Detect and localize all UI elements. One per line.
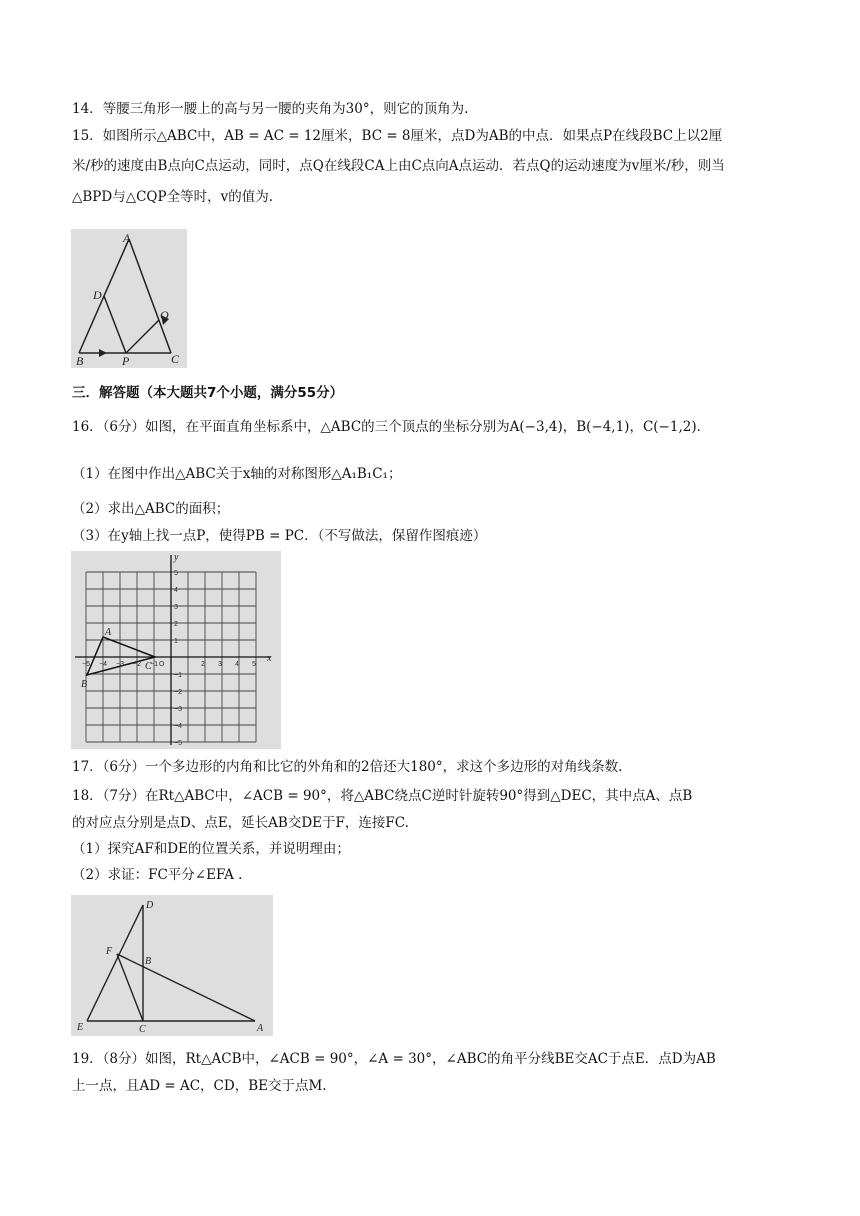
x-tick-label: −4 (99, 661, 107, 668)
y-tick-label: −1 (174, 672, 182, 679)
arrow-bc (99, 349, 107, 357)
x-tick-label: 4 (235, 661, 239, 668)
figure-18-rotated-triangles (71, 895, 273, 1036)
label-c: C (139, 1024, 146, 1035)
question-18-sub-2: （2）求证：FC平分∠EFA . (72, 867, 243, 883)
label-d: D (146, 900, 154, 911)
x-tick-label: −2 (133, 661, 141, 668)
question-18-line-1: 18．（7分）在Rt△ABC中，∠ACB = 90°，将△ABC绕点C逆时针旋转90°得到△DEC，其中点A、点B (72, 788, 693, 804)
question-15-line-1: 15．如图所示△ABC中，AB = AC = 12厘米，BC = 8厘米，点D为AB的中点．如果点P在线段BC上以2厘 (72, 128, 723, 144)
question-16-sub-3: （3）在y轴上找一点P，使得PB = PC．（不写做法，保留作图痕迹） (72, 528, 487, 544)
y-tick-label: 4 (174, 587, 178, 594)
label-origin: O (159, 661, 165, 668)
y-tick-label: 3 (174, 604, 178, 611)
y-tick-label: −2 (174, 689, 182, 696)
label-a: A (123, 231, 131, 245)
question-18-sub-1: （1）探究AF和DE的位置关系，并说明理由； (72, 841, 350, 857)
label-a: A (105, 627, 112, 638)
y-tick-label: −4 (174, 723, 182, 730)
label-q: Q (160, 308, 169, 322)
x-tick-label: −5 (82, 661, 90, 668)
figure-15-triangle (71, 229, 187, 368)
question-14: 14．等腰三角形一腰上的高与另一腰的夹角为30°，则它的顶角为. (72, 101, 469, 117)
coordinate-grid-svg (71, 551, 281, 749)
x-tick-label: 2 (201, 661, 205, 668)
question-16-line-1: 16．（6分）如图，在平面直角坐标系中，△ABC的三个顶点的坐标分别为A(−3,4)，B(−4,1)，C(−1,2)． (72, 419, 711, 435)
y-tick-label: 2 (174, 621, 178, 628)
x-tick-label: −3 (116, 661, 124, 668)
label-c: C (145, 661, 152, 672)
label-c: C (171, 352, 180, 366)
question-15-line-3: △BPD与△CQP全等时，v的值为. (72, 189, 273, 205)
label-b: B (81, 679, 88, 690)
question-18-line-2: 的对应点分别是点D、点E，延长AB交DE于F，连接FC. (72, 815, 409, 831)
question-16-sub-1: （1）在图中作出△ABC关于x轴的对称图形△A₁B₁C₁； (72, 466, 402, 482)
question-19-line-1: 19．（8分）如图，Rt△ACB中，∠ACB = 90°，∠A = 30°，∠ABC的角平分线BE交AC于点E．点D为AB (72, 1051, 716, 1067)
label-x-axis: x (267, 653, 272, 664)
label-f: F (106, 946, 113, 957)
x-tick-label: −1 (150, 661, 158, 668)
label-e: E (77, 1022, 84, 1033)
question-15-line-2: 米/秒的速度由B点向C点运动，同时，点Q在线段CA上由C点向A点运动．若点Q的运动速度为v厘米/秒，则当 (72, 158, 725, 174)
question-19-line-2: 上一点，且AD = AC，CD，BE交于点M. (72, 1078, 327, 1094)
y-tick-label: −5 (174, 740, 182, 747)
label-d: D (93, 288, 102, 302)
y-tick-label: 1 (174, 638, 178, 645)
x-tick-label: 3 (218, 661, 222, 668)
label-b: B (76, 354, 84, 368)
question-16-sub-2: （2）求出△ABC的面积； (72, 501, 230, 517)
label-b: B (145, 956, 152, 967)
segment-ac (129, 239, 171, 353)
y-tick-label: 5 (174, 570, 178, 577)
x-tick-label: 5 (252, 661, 256, 668)
figure-16-coordinate-grid (71, 551, 281, 749)
question-17: 17．（6分）一个多边形的内角和比它的外角和的2倍还大180°，求这个多边形的对角线条数. (72, 759, 623, 775)
label-a: A (257, 1023, 264, 1034)
segment-fa (117, 954, 255, 1021)
segment-pq (126, 320, 159, 353)
label-p: P (122, 354, 130, 368)
segment-dp (104, 296, 126, 353)
section-3-heading: 三．解答题（本大题共7个小题，满分55分） (72, 385, 344, 401)
y-tick-label: −3 (174, 706, 182, 713)
label-y-axis: y (174, 552, 179, 563)
